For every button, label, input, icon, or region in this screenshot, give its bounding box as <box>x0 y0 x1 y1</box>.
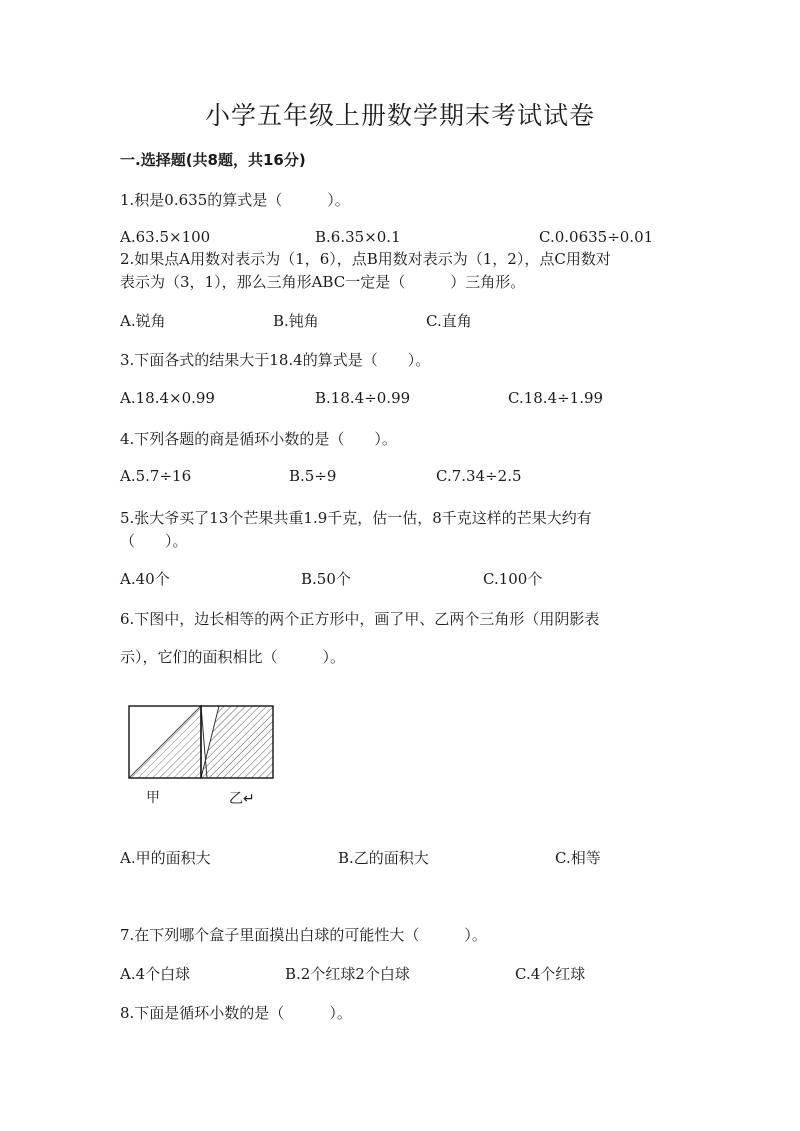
question-5-stem-line-2: （ ）。 <box>120 532 188 550</box>
question-6-stem-line-1: 6.下图中，边长相等的两个正方形中，画了甲、乙两个三角形（用阴影表 <box>120 610 600 628</box>
question-6-option-a: A.甲的面积大 <box>120 849 211 867</box>
question-6-option-b: B.乙的面积大 <box>338 849 429 867</box>
figure-label-yi: 乙↵ <box>229 791 255 807</box>
question-6-option-c: C.相等 <box>555 849 601 867</box>
triangle-yi <box>201 706 273 778</box>
question-4-option-a: A.5.7÷16 <box>120 467 192 485</box>
question-2-option-b: B.钝角 <box>273 312 319 330</box>
question-4-stem: 4.下列各题的商是循环小数的是（ ）。 <box>120 430 397 448</box>
question-5-option-a: A.40个 <box>120 570 170 588</box>
question-1-stem: 1.积是0.635的算式是（ ）。 <box>120 191 350 209</box>
question-5-option-c: C.100个 <box>483 570 543 588</box>
question-3-option-b: B.18.4÷0.99 <box>315 389 411 407</box>
question-7-option-a: A.4个白球 <box>120 965 191 983</box>
question-2-stem-line-2: 表示为（3，1），那么三角形ABC一定是（ ）三角形。 <box>120 273 526 291</box>
two-squares-triangle-figure <box>127 704 279 790</box>
page-title: 小学五年级上册数学期末考试试卷 <box>204 101 595 130</box>
question-7-option-b: B.2个红球2个白球 <box>285 965 410 983</box>
question-5-stem-line-1: 5.张大爷买了13个芒果共重1.9千克，估一估，8千克这样的芒果大约有 <box>120 509 592 527</box>
question-5-option-b: B.50个 <box>301 570 351 588</box>
figure-label-jia: 甲 <box>146 790 160 806</box>
question-7-stem: 7.在下列哪个盒子里面摸出白球的可能性大（ ）。 <box>120 926 487 944</box>
question-2-option-c: C.直角 <box>426 312 472 330</box>
question-6-stem-line-2: 示），它们的面积相比（ ）。 <box>120 648 346 666</box>
question-3-option-a: A.18.4×0.99 <box>120 389 215 407</box>
question-8-stem: 8.下面是循环小数的是（ ）。 <box>120 1004 352 1022</box>
section-heading: 一.选择题(共8题，共16分) <box>120 151 306 169</box>
question-7-option-c: C.4个红球 <box>515 965 586 983</box>
question-2-option-a: A.锐角 <box>120 312 166 330</box>
question-2-stem-line-1: 2.如果点A用数对表示为（1，6），点B用数对表示为（1，2），点C用数对 <box>120 250 611 268</box>
question-3-stem: 3.下面各式的结果大于18.4的算式是（ ）。 <box>120 351 431 369</box>
question-3-option-c: C.18.4÷1.99 <box>508 389 604 407</box>
triangle-jia <box>129 706 201 778</box>
question-4-option-b: B.5÷9 <box>289 467 337 485</box>
question-1-option-a: A.63.5×100 <box>120 228 211 246</box>
question-1-option-c: C.0.0635÷0.01 <box>539 228 654 246</box>
question-4-option-c: C.7.34÷2.5 <box>436 467 522 485</box>
question-1-option-b: B.6.35×0.1 <box>315 228 401 246</box>
